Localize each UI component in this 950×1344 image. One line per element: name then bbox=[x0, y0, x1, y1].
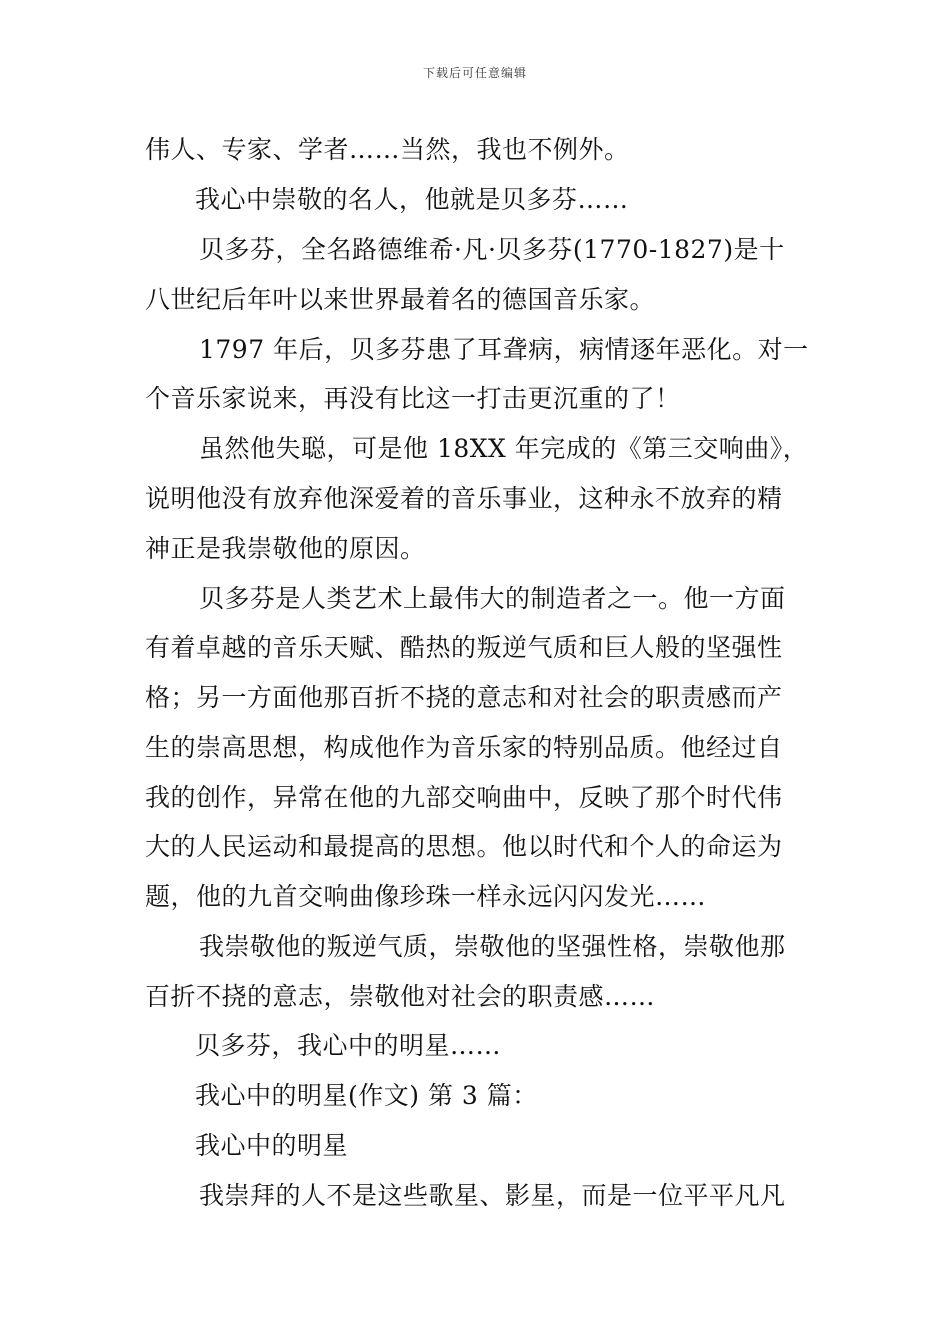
text-line: 我心中崇敬的名人，他就是贝多芬…… bbox=[195, 185, 629, 214]
text-line: 题，他的九首交响曲像珍珠一样永远闪闪发光…… bbox=[145, 882, 707, 911]
text-line: 贝多芬，我心中的明星…… bbox=[195, 1031, 502, 1060]
text-line: 我心中的明星 bbox=[195, 1131, 349, 1160]
text-line: 我崇拜的人不是这些歌星、影星，而是一位平平凡凡 bbox=[199, 1181, 786, 1210]
text-line: 个音乐家说来，再没有比这一打击更沉重的了！ bbox=[145, 384, 681, 413]
text-line: 虽然他失聪，可是他 18XX 年完成的《第三交响曲》， bbox=[199, 434, 809, 463]
text-line: 生的崇高思想，构成他作为音乐家的特别品质。他经过自 bbox=[145, 733, 783, 762]
text-line: 百折不挠的意志，崇敬他对社会的职责感…… bbox=[145, 982, 656, 1011]
text-line: 1797 年后，贝多芬患了耳聋病，病情逐年恶化。对一 bbox=[199, 335, 809, 364]
text-line: 贝多芬，全名路德维希·凡·贝多芬(1770-1827)是十 bbox=[199, 235, 785, 264]
text-line: 八世纪后年叶以来世界最着名的德国音乐家。 bbox=[145, 285, 656, 314]
text-line: 大的人民运动和最提高的思想。他以时代和个人的命运为 bbox=[145, 832, 783, 861]
text-line: 格；另一方面他那百折不挠的意志和对社会的职责感而产 bbox=[145, 683, 783, 712]
text-line: 说明他没有放弃他深爱着的音乐事业，这种永不放弃的精 bbox=[145, 484, 783, 513]
text-line: 我的创作，异常在他的九部交响曲中，反映了那个时代伟 bbox=[145, 783, 783, 812]
text-line: 伟人、专家、学者……当然，我也不例外。 bbox=[145, 135, 630, 164]
text-line: 贝多芬是人类艺术上最伟大的制造者之一。他一方面 bbox=[199, 584, 786, 613]
text-line: 我崇敬他的叛逆气质，崇敬他的坚强性格，崇敬他那 bbox=[199, 932, 786, 961]
text-line: 神正是我崇敬他的原因。 bbox=[145, 534, 426, 563]
page-header: 下载后可任意编辑 bbox=[422, 66, 527, 80]
text-line: 有着卓越的音乐天赋、酷热的叛逆气质和巨人般的坚强性 bbox=[145, 633, 783, 662]
text-line: 我心中的明星(作文) 第 3 篇： bbox=[195, 1081, 538, 1110]
